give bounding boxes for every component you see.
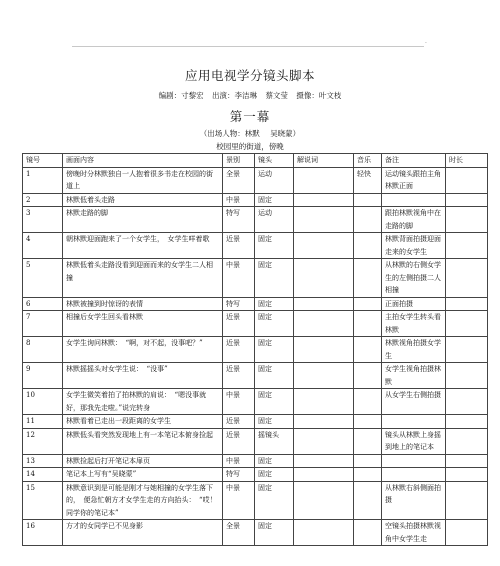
narration-cell [294,259,354,298]
note-cell: 镜头从林默上身摇到地上的笔记本 [382,428,446,454]
music-cell [354,207,382,233]
duration-cell [446,259,488,298]
shot-number-cell: 8 [23,337,63,363]
shot-number-cell: 4 [23,233,63,259]
note-cell [382,468,446,482]
content-cell: 林默看着已走出一段距离的女学生 [63,415,223,429]
music-cell [354,193,382,207]
table-row [23,207,488,233]
music-cell [354,428,382,454]
shot-size-cell: 全景 [223,520,255,546]
shot-number-cell: 16 [23,520,63,546]
camera-cell: 固定 [255,481,294,520]
note-cell: 从女学生右侧拍摄 [382,389,446,415]
col-header-shot-size: 景别 [223,154,255,168]
shot-size-cell: 特写 [223,297,255,311]
content-cell: 林默低着头走路没看到迎面而来的女学生二人相撞 [63,259,223,298]
duration-cell [446,337,488,363]
camera-cell: 固定 [255,389,294,415]
shot-size-cell: 中景 [223,481,255,520]
music-cell [354,454,382,468]
note-cell: 主拍女学生转头看林默 [382,311,446,337]
table-body [23,167,488,546]
content-cell: 傍晚时分林默独自一人抱着很多书走在校园的街道上 [63,167,223,193]
content-cell: 女学生微笑着拍了拍林默的肩说： “嗯没事就好，那我先走啦。”说完转身 [63,389,223,415]
shot-number-cell: 5 [23,259,63,298]
content-cell: 林默走路的脚 [63,207,223,233]
duration-cell [446,207,488,233]
shot-size-cell: 近景 [223,415,255,429]
camera-cell: 固定 [255,297,294,311]
narration-cell [294,193,354,207]
shot-size-cell: 中景 [223,454,255,468]
cast-line [0,128,500,139]
narration-cell [294,297,354,311]
content-cell: 林默捡起后打开笔记本扉页 [63,454,223,468]
shot-size-cell: 近景 [223,337,255,363]
col-header-shot-number: 镜号 [23,154,63,168]
table-row [23,259,488,298]
camera-cell: 固定 [255,193,294,207]
shot-number-cell: 6 [23,297,63,311]
table-row [23,468,488,482]
music-cell [354,415,382,429]
camera-cell: 运动 [255,167,294,193]
table-row [23,520,488,546]
duration-cell [446,520,488,546]
shot-size-cell: 特写 [223,468,255,482]
content-cell: 女学生询问林默： “啊，对不起，没事吧？” [63,337,223,363]
table-header-row [23,154,488,168]
note-cell: 女学生视角拍摄林默 [382,363,446,389]
camera-cell: 运动 [255,207,294,233]
duration-cell [446,193,488,207]
col-header-narration: 解说词 [294,154,354,168]
duration-cell [446,468,488,482]
col-header-duration: 时长 [446,154,488,168]
content-cell: 林默摇摇头对女学生说： “没事” [63,363,223,389]
note-cell: 正面拍摄 [382,297,446,311]
table-row [23,311,488,337]
camera-cell: 固定 [255,363,294,389]
narration-cell [294,337,354,363]
scene-location: 校园里的街道，傍晚 [216,142,284,151]
narration-cell [294,520,354,546]
music-cell [354,389,382,415]
shot-size-cell: 近景 [223,363,255,389]
content-cell: 方才的女同学已不见身影 [63,520,223,546]
duration-cell [446,363,488,389]
note-cell: 林默背面拍摄迎面走来的女学生 [382,233,446,259]
page-mark: · [425,40,427,47]
shot-size-cell: 近景 [223,428,255,454]
shot-number-cell: 14 [23,468,63,482]
narration-cell [294,207,354,233]
shot-number-cell: 15 [23,481,63,520]
content-cell: 笔记本上写有“吴晓蒙” [63,468,223,482]
duration-cell [446,233,488,259]
table-row [23,389,488,415]
shot-number-cell: 1 [23,167,63,193]
duration-cell [446,481,488,520]
note-cell: 跟拍林默视角中在走路的脚 [382,207,446,233]
shot-number-cell: 7 [23,311,63,337]
content-cell: 林默意识到是可能是刚才与她相撞的女学生落下的， 便急忙朝方才女学生走的方向抬头： “哎！同学你的笔记本” [63,481,223,520]
table-row [23,363,488,389]
shot-size-cell: 中景 [223,259,255,298]
credits-line [0,90,500,101]
camera-cell: 固定 [255,468,294,482]
table-row [23,415,488,429]
credit-cast-2: 蔡文莹 [265,91,288,100]
shot-number-cell: 12 [23,428,63,454]
narration-cell [294,468,354,482]
note-cell [382,454,446,468]
cast-member-1: （出场人物：林默 [199,129,260,138]
note-cell: 空镜头拍摄林默视角中女学生走 [382,520,446,546]
duration-cell [446,415,488,429]
content-cell: 林默低着头走路 [63,193,223,207]
camera-cell: 固定 [255,415,294,429]
note-cell: 从林默右斜侧面拍摄 [382,481,446,520]
table-row [23,337,488,363]
top-rule [72,46,424,47]
content-cell: 相撞后女学生回头看林默 [63,311,223,337]
note-cell: 运动镜头跟拍主角林默正面 [382,167,446,193]
cast-member-2: 吴晓蒙） [270,129,301,138]
shot-number-cell: 11 [23,415,63,429]
duration-cell [446,297,488,311]
duration-cell [446,454,488,468]
narration-cell [294,167,354,193]
duration-cell [446,428,488,454]
note-cell: 从林默的右侧女学生的左侧拍摄二人相撞 [382,259,446,298]
narration-cell [294,389,354,415]
table-row [23,454,488,468]
content-cell: 朝林默迎面跑来了一个女学生， 女学生咩着歌 [63,233,223,259]
music-cell [354,297,382,311]
narration-cell [294,454,354,468]
music-cell [354,481,382,520]
shot-size-cell: 近景 [223,311,255,337]
music-cell [354,337,382,363]
table-row [23,428,488,454]
note-cell: 林默视角拍摄女学生 [382,337,446,363]
credit-cast: 出演：李洁琳 [212,91,258,100]
music-cell [354,520,382,546]
camera-cell: 固定 [255,311,294,337]
narration-cell [294,481,354,520]
table-row [23,193,488,207]
storyboard-table [22,153,488,546]
camera-cell: 固定 [255,259,294,298]
col-header-music: 音乐 [354,154,382,168]
shot-size-cell: 近景 [223,233,255,259]
camera-cell: 固定 [255,454,294,468]
table-row [23,297,488,311]
music-cell [354,311,382,337]
script-title: 应用电视学分镜头脚本 [184,68,315,83]
table-row [23,481,488,520]
duration-cell [446,311,488,337]
narration-cell [294,415,354,429]
shot-size-cell: 特写 [223,207,255,233]
shot-size-cell: 全景 [223,167,255,193]
note-cell [382,193,446,207]
table-row [23,167,488,193]
shot-number-cell: 9 [23,363,63,389]
music-cell: 轻快 [354,167,382,193]
table-row [23,233,488,259]
shot-number-cell: 10 [23,389,63,415]
narration-cell [294,428,354,454]
narration-cell [294,363,354,389]
col-header-note: 备注 [382,154,446,168]
narration-cell [294,311,354,337]
shot-size-cell: 中景 [223,193,255,207]
credit-writer: 编剧：寸黎宏 [158,91,204,100]
shot-number-cell: 13 [23,454,63,468]
col-header-content: 画面内容 [63,154,223,168]
music-cell [354,233,382,259]
camera-cell: 固定 [255,337,294,363]
narration-cell [294,233,354,259]
shot-number-cell: 2 [23,193,63,207]
music-cell [354,363,382,389]
shot-size-cell: 中景 [223,389,255,415]
credit-camera: 摄像：叶文枝 [296,91,342,100]
note-cell [382,415,446,429]
duration-cell [446,167,488,193]
music-cell [354,468,382,482]
camera-cell: 固定 [255,520,294,546]
music-cell [354,259,382,298]
camera-cell: 摇镜头 [255,428,294,454]
duration-cell [446,389,488,415]
act-heading: 第一幕 [229,109,271,124]
shot-number-cell: 3 [23,207,63,233]
content-cell: 林默被撞到时惊讶的表情 [63,297,223,311]
camera-cell: 固定 [255,233,294,259]
content-cell: 林默低头看突然发现地上有一本笔记本俯身捡起 [63,428,223,454]
col-header-camera: 镜头 [255,154,294,168]
